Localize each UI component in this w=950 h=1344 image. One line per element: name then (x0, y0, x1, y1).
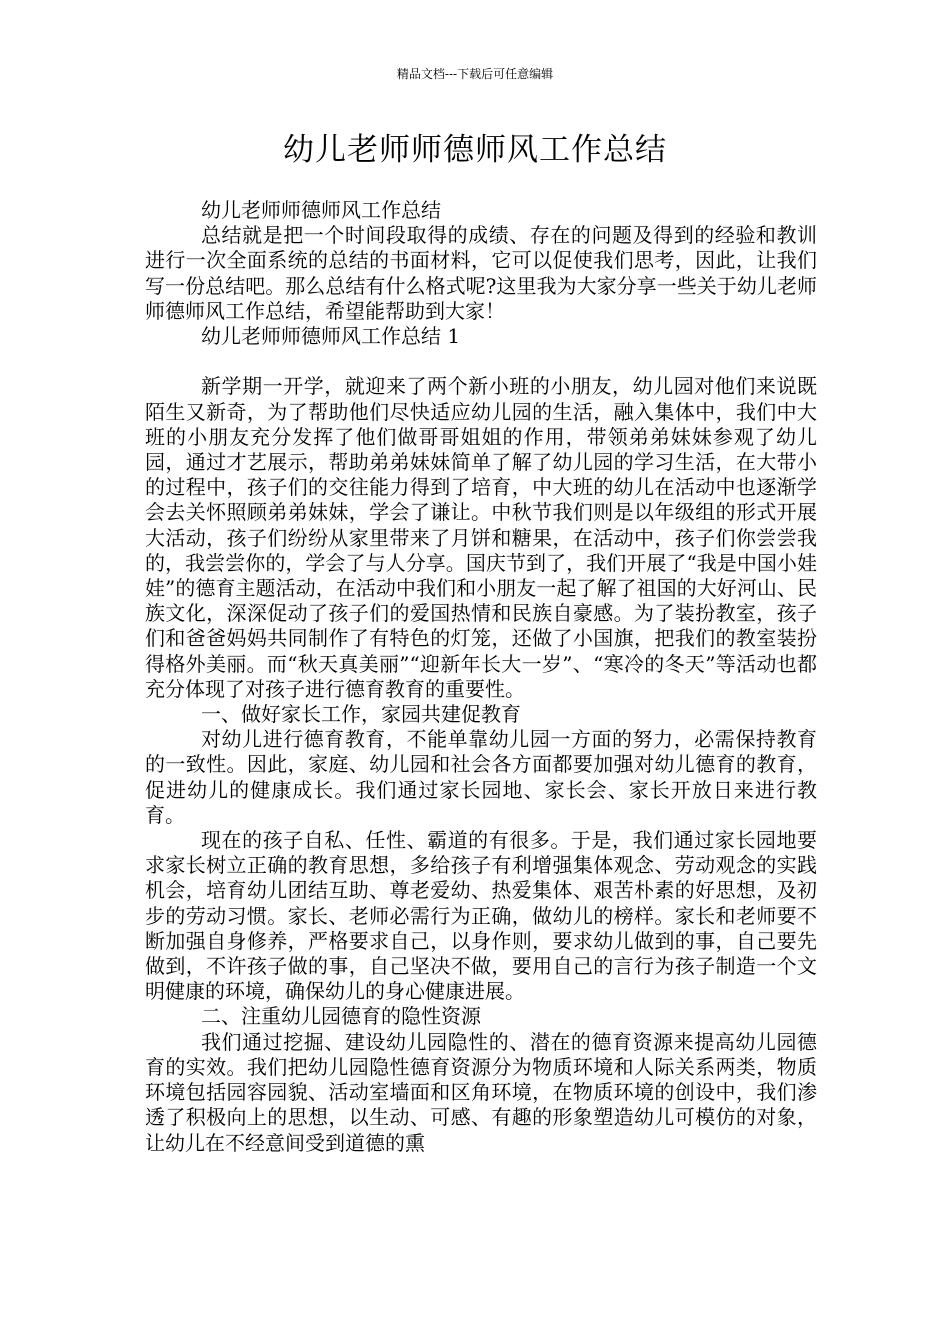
paragraph-subtitle: 幼儿老师师德师风工作总结 (201, 198, 441, 222)
document-title: 幼儿老师师德师风工作总结 (283, 132, 667, 168)
paragraph-heading-hidden-resources: 二、注重幼儿园德育的隐性资源 (201, 1004, 481, 1029)
paragraph-heading-parent-work: 一、做好家长工作，家园共建促教育 (201, 702, 521, 727)
paragraph-new-semester: 新学期一开学，就迎来了两个新小班的小朋友，幼儿园对他们来说既陌生又新奇，为了帮助他们尽快适应幼儿园的生活，融入集体中，我们中大班的小朋友充分发挥了他们做哥哥姐姐的作用，带领弟弟妹妹参观了幼儿园，通过才艺展示，帮助弟弟妹妹简单了解了幼儿园的学习生活，在大带小的过程中，孩子们的交往能力得到了培育，中大班的幼儿在活动中也逐渐学会去关怀照顾弟弟妹妹，学会了谦让。中秋节我们则是以年级组的形式开展大活动，孩子们纷纷从家里带来了月饼和糖果，在活动中，孩子们你尝尝我的，我尝尝你的，学会了与人分享。国庆节到了，我们开展了“我是中国小娃娃”的德育主题活动，在活动中我们和小朋友一起了解了祖国的大好河山、民族文化，深深促动了孩子们的爱国热情和民族自豪感。为了装扮教室，孩子们和爸爸妈妈共同制作了有特色的灯笼，还做了小国旗，把我们的教室装扮得格外美丽。而“秋天真美丽”“迎新年长大一岁”、“寒冷的冬天”等活动也都充分体现了对孩子进行德育教育的重要性。 (145, 374, 817, 701)
page-header: 精品文档---下载后可任意编辑 (396, 67, 554, 81)
paragraph-hidden-resources: 我们通过挖掘、建设幼儿园隐性的、潜在的德育资源来提高幼儿园德育的实效。我们把幼儿园隐性德育资源分为物质环境和人际关系两类，物质环境包括园容园貌、活动室墙面和区角环境，在物质环境的创设中，我们渗透了积极向上的思想，以生动、可感、有趣的形象塑造幼儿可模仿的对象，让幼儿在不经意间受到道德的熏 (145, 1029, 817, 1155)
blank-line (145, 349, 817, 374)
paragraph-moral-education: 对幼儿进行德育教育，不能单靠幼儿园一方面的努力，必需保持教育的一致性。因此，家庭、幼儿园和社会各方面都要加强对幼儿德育的教育，促进幼儿的健康成长。我们通过家长园地、家长会、家长开放日来进行教育。 (145, 727, 817, 827)
paragraph-section-heading-1: 幼儿老师师德师风工作总结 1 (201, 324, 461, 349)
paragraph-intro: 总结就是把一个时间段取得的成绩、存在的问题及得到的经验和教训进行一次全面系统的总结的书面材料，它可以促使我们思考，因此，让我们写一份总结吧。那么总结有什么格式呢?这里我为大家分享一些关于幼儿老师师德师风工作总结，希望能帮助到大家！ (145, 223, 817, 323)
paragraph-children-today: 现在的孩子自私、任性、霸道的有很多。于是，我们通过家长园地要求家长树立正确的教育思想，多给孩子有利增强集体观念、劳动观念的实践机会，培育幼儿团结互助、尊老爱幼、热爱集体、艰苦朴素的好思想，及初步的劳动习惯。家长、老师必需行为正确，做幼儿的榜样。家长和老师要不断加强自身修养，严格要求自己，以身作则，要求幼儿做到的事，自己要先做到，不许孩子做的事，自己坚决不做，要用自己的言行为孩子制造一个文明健康的环境，确保幼儿的身心健康进展。 (145, 828, 817, 1004)
document-body (145, 198, 817, 1156)
